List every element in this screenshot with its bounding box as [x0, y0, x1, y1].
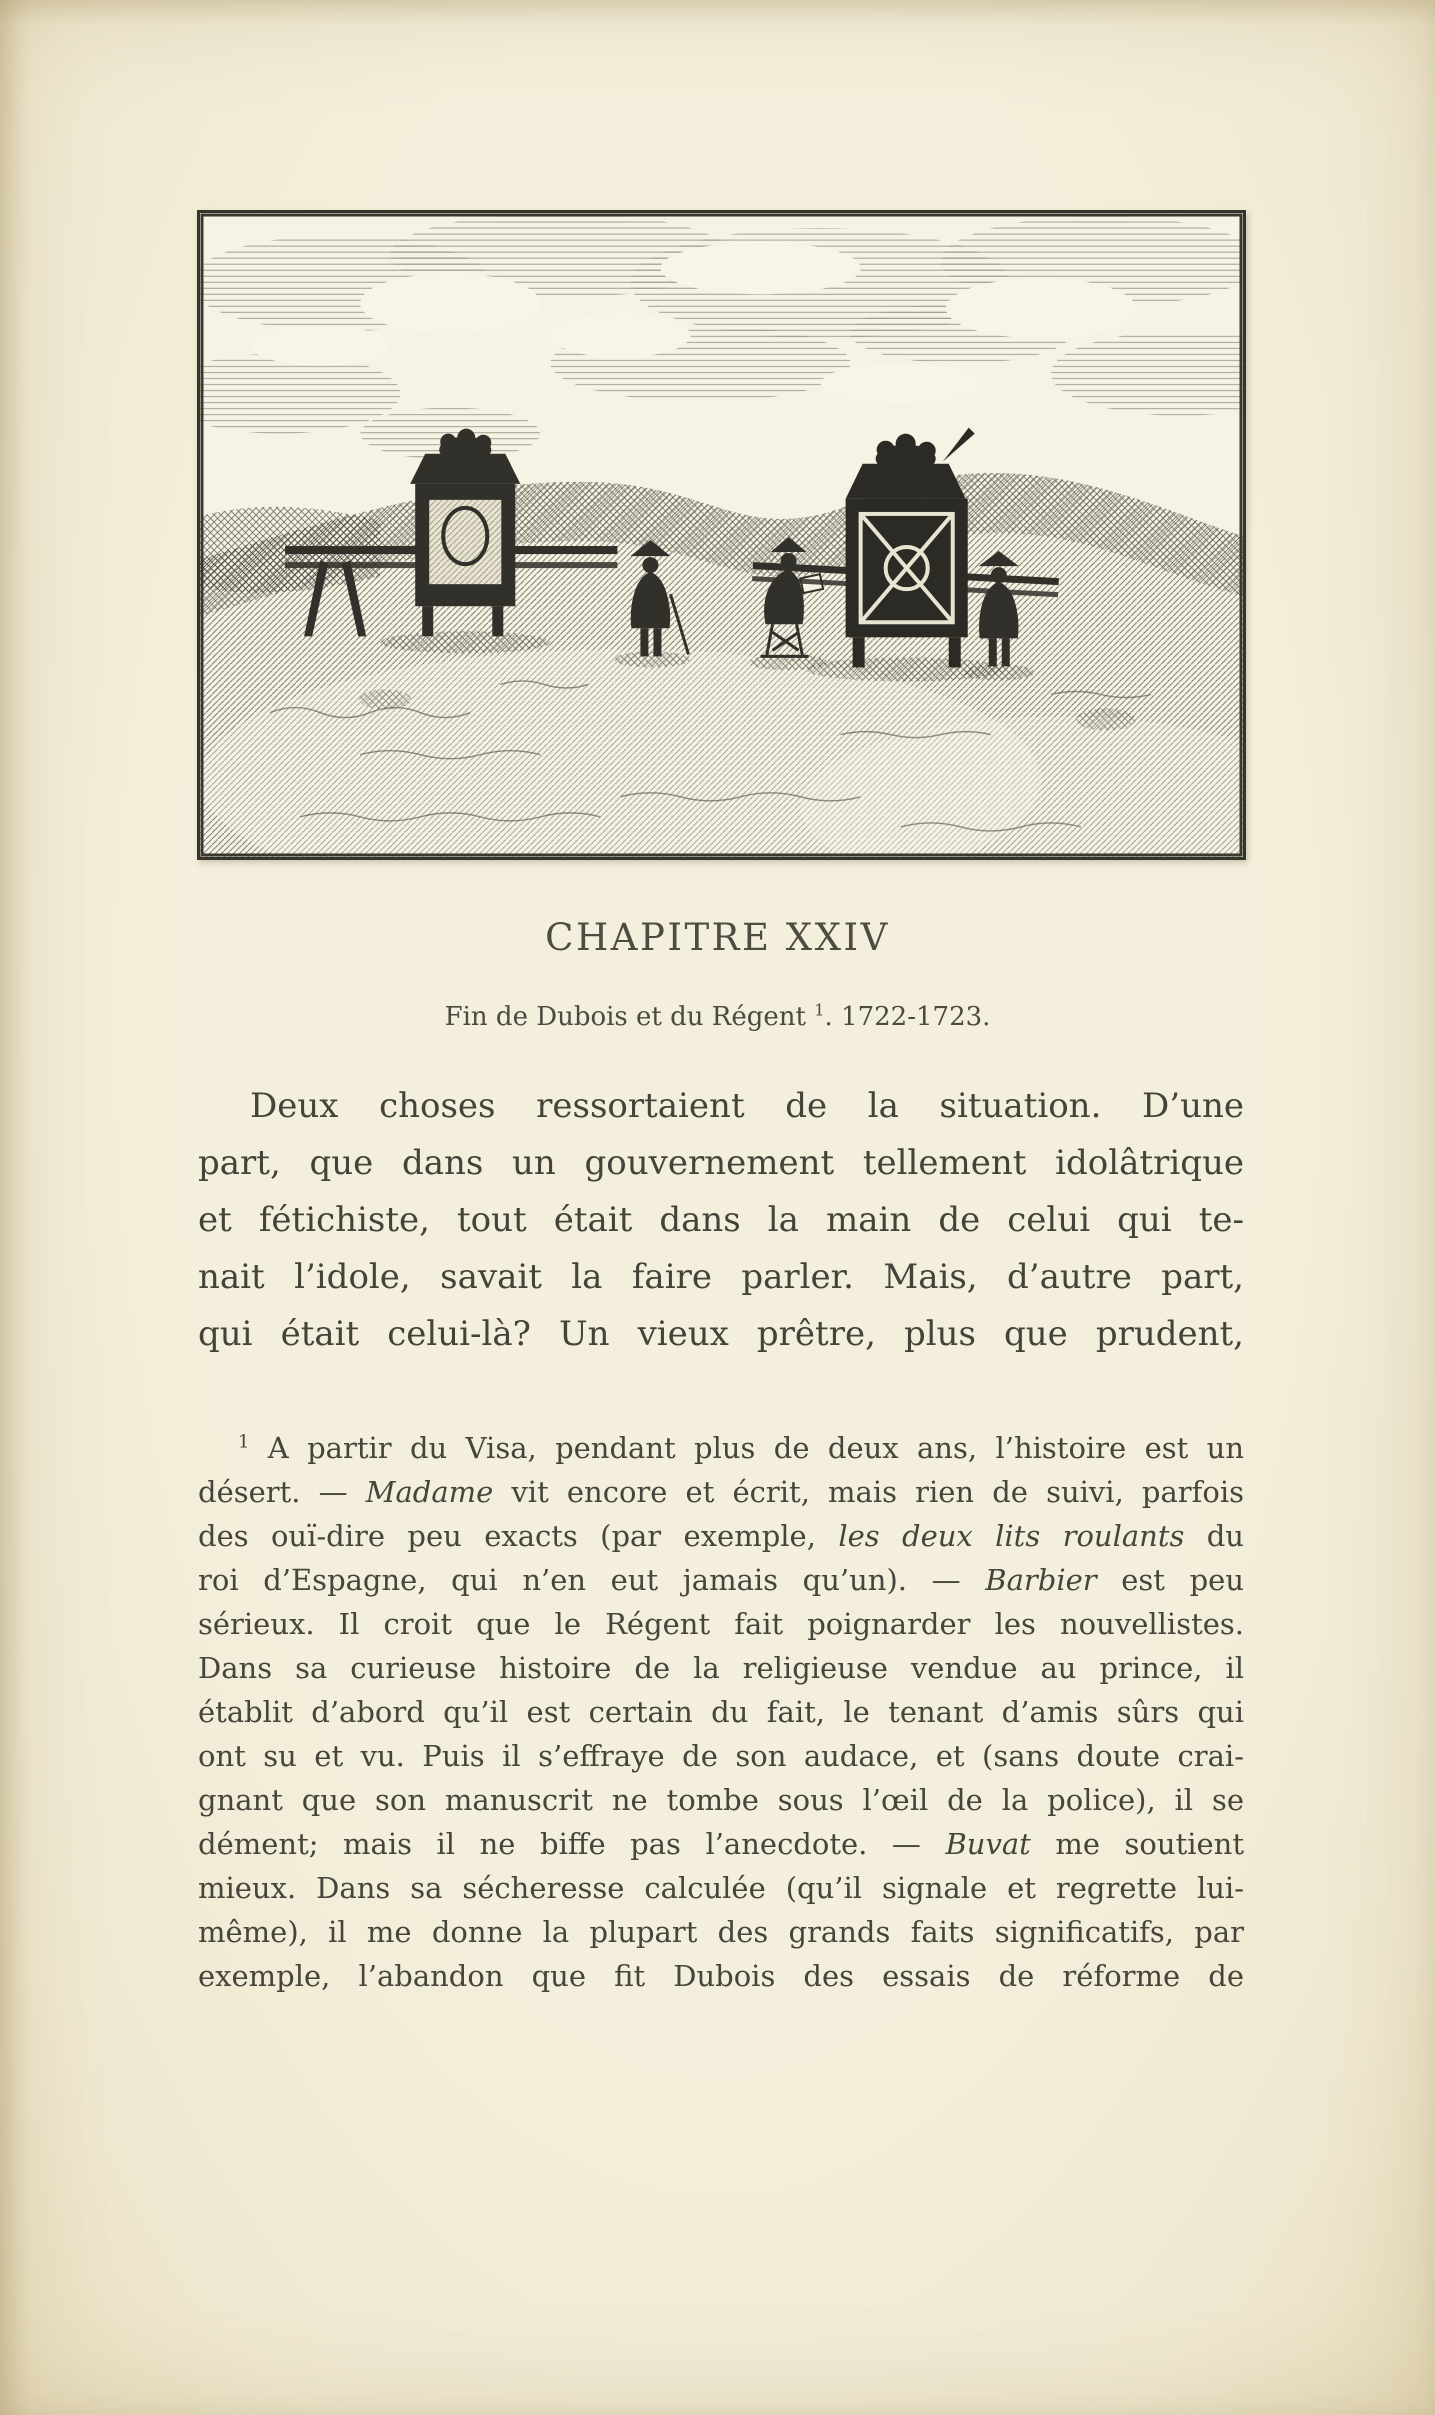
- chapter-subtitle: [0, 1002, 1435, 1032]
- body-paragraph: [198, 1078, 1244, 1363]
- text-line: mieux. Dans sa sécheresse calculée (qu’il signale et regrette lui-: [198, 1871, 1244, 1905]
- text-line: Deux choses ressortaient de la situation. D’une: [250, 1086, 1244, 1126]
- text-line: roi d’Espagne, qui n’en eut jamais qu’un). — Barbier est peu: [198, 1563, 1244, 1597]
- text-line: nait l’idole, savait la faire parler. Mais, d’autre part,: [198, 1257, 1244, 1297]
- text-line: des ouï-dire peu exacts (par exemple, les deux lits roulants du: [198, 1519, 1244, 1553]
- text-line: établit d’abord qu’il est certain du fait, le tenant d’amis sûrs qui: [198, 1695, 1244, 1729]
- footnote: [198, 1426, 1244, 1998]
- text-line: qui était celui-là? Un vieux prêtre, plus que prudent,: [198, 1314, 1244, 1354]
- text-line: $^1$ A partir du Visa, pendant plus de deux ans, l’histoire est un: [238, 1431, 1244, 1465]
- illustration-engraving: [197, 210, 1246, 860]
- chapter-title: CHAPITRE XXIV: [545, 916, 890, 959]
- text-line: ont su et vu. Puis il s’effraye de son audace, et (sans doute crai-: [198, 1739, 1244, 1773]
- text-line: et fétichiste, tout était dans la main de celui qui te-: [198, 1200, 1244, 1240]
- text-line: même), il me donne la plupart des grands faits significatifs, par: [198, 1915, 1244, 1949]
- engraving-graphic: [200, 213, 1243, 857]
- text-line: désert. — Madame vit encore et écrit, mais rien de suivi, parfois: [198, 1475, 1244, 1509]
- text-line: exemple, l’abandon que fit Dubois des essais de réforme de: [198, 1959, 1244, 1993]
- text-line: sérieux. Il croit que le Régent fait poignarder les nouvellistes.: [198, 1607, 1244, 1641]
- text-line: dément; mais il ne biffe pas l’anecdote. — Buvat me soutient: [198, 1827, 1244, 1861]
- text-line: Dans sa curieuse histoire de la religieuse vendue au prince, il: [198, 1651, 1244, 1685]
- text-line: gnant que son manuscrit ne tombe sous l’œil de la police), il se: [198, 1783, 1244, 1817]
- text-line: part, que dans un gouvernement tellement idolâtrique: [198, 1143, 1244, 1183]
- text-line: Fin de Dubois et du Régent $^1$. 1722-1723.: [444, 1000, 991, 1032]
